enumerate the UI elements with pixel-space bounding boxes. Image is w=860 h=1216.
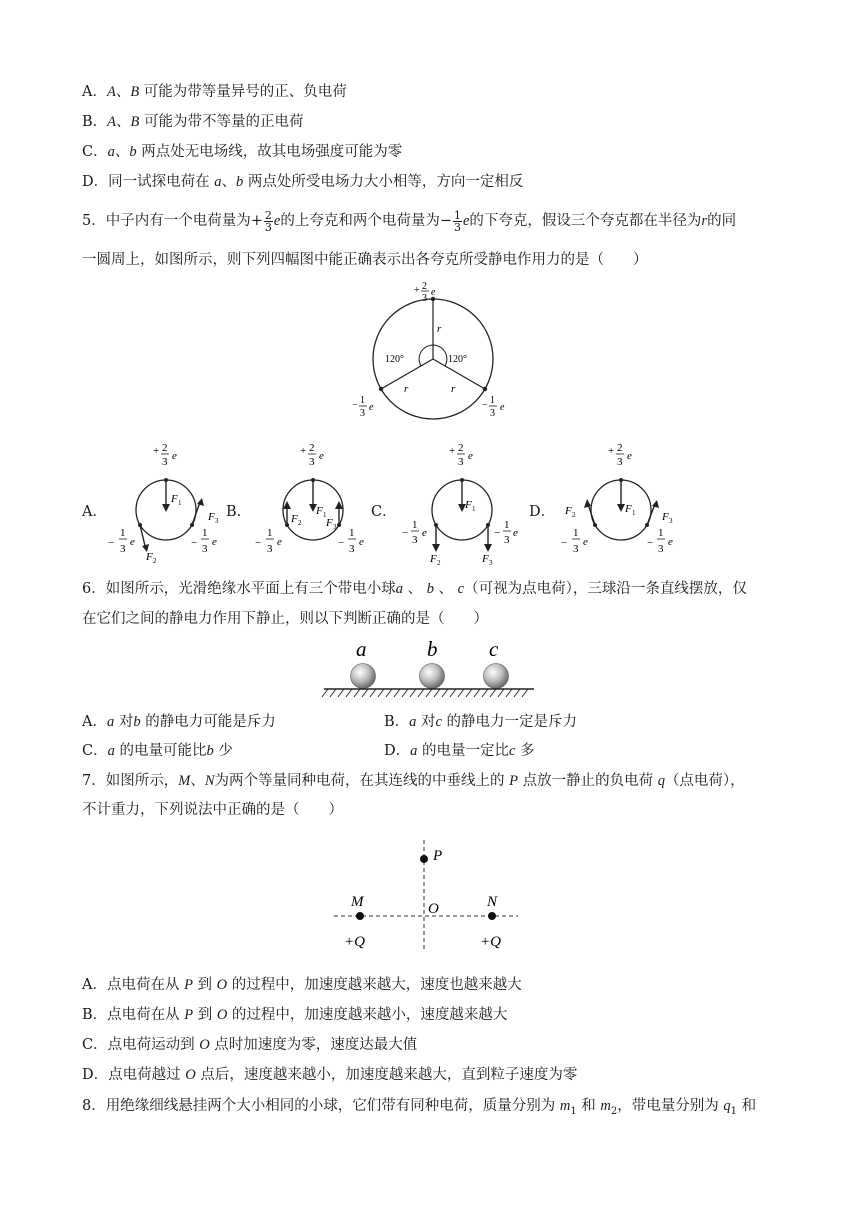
sep: 、 bbox=[115, 84, 131, 100]
option-letter: B． bbox=[384, 714, 410, 730]
option-letter: C． bbox=[82, 144, 108, 160]
stem-text: 的同 bbox=[707, 213, 737, 229]
charge-label-m: +Q bbox=[344, 934, 365, 950]
top-charge-num: 2 bbox=[617, 442, 623, 454]
right-charge-e: e bbox=[513, 527, 518, 539]
top-charge-sign: + bbox=[608, 445, 615, 457]
q4-option-c bbox=[82, 142, 402, 162]
option-text: 的过程中，加速度越来越大，速度也越来越大 bbox=[227, 977, 522, 993]
option-letter: D． bbox=[384, 743, 411, 759]
option-letter: B． bbox=[82, 114, 108, 130]
radius-label: r bbox=[451, 383, 456, 395]
var-a: a bbox=[107, 144, 115, 160]
right-charge-num: 1 bbox=[490, 395, 495, 406]
option-text: 的静电力一定是斥力 bbox=[441, 714, 578, 730]
right-charge-sign: − bbox=[191, 537, 198, 549]
ground-hatching bbox=[322, 689, 528, 697]
f1-label: F bbox=[465, 499, 472, 511]
ball-b bbox=[420, 664, 445, 689]
q8-stem-line1 bbox=[82, 1096, 756, 1122]
option-text: 多 bbox=[515, 743, 535, 759]
question-number: 5． bbox=[82, 213, 106, 229]
f1-label: F bbox=[625, 503, 632, 515]
var-n: N bbox=[204, 773, 215, 789]
top-charge-den: 3 bbox=[309, 456, 315, 468]
option-text: 点电荷在从 bbox=[106, 977, 185, 993]
ball-c bbox=[484, 664, 509, 689]
stem-text: （可视为点电荷），三球沿一条直线摆放，仅 bbox=[464, 581, 747, 597]
var-c: c bbox=[435, 714, 442, 730]
right-quark-dot bbox=[483, 387, 487, 391]
q7-option-a bbox=[82, 975, 522, 995]
f2-label: F bbox=[430, 553, 437, 565]
option-text: 两点处无电场线，故其电场强度可能为零 bbox=[136, 144, 403, 160]
right-charge-num: 1 bbox=[349, 527, 355, 539]
f1-sub: 1 bbox=[472, 505, 476, 513]
option-text: 到 bbox=[193, 1007, 217, 1023]
var-p: P bbox=[509, 773, 518, 789]
q5-option-c-figure bbox=[390, 440, 520, 568]
f2-sub: 2 bbox=[153, 557, 157, 565]
var-o: O bbox=[185, 1067, 196, 1083]
var-c: c bbox=[457, 581, 465, 597]
q5-option-b-figure bbox=[247, 440, 377, 568]
option-text: 少 bbox=[213, 743, 233, 759]
option-text: 可能为带不等量的正电荷 bbox=[139, 114, 304, 130]
var-a: a bbox=[395, 581, 403, 597]
var-a: A bbox=[106, 84, 116, 100]
right-charge-num: 1 bbox=[504, 519, 510, 531]
f3-sub: 3 bbox=[489, 559, 493, 567]
question-number: 6． bbox=[82, 581, 106, 597]
right-charge-e: e bbox=[500, 402, 505, 413]
subscript: 1 bbox=[730, 1105, 738, 1117]
f2-sub: 2 bbox=[572, 511, 576, 519]
ball-label-a: a bbox=[356, 637, 367, 661]
option-text: 可能为带等量异号的正、负电荷 bbox=[139, 84, 347, 100]
top-charge-sign: + bbox=[414, 285, 420, 296]
option-letter: A． bbox=[82, 714, 107, 730]
sep: 、 bbox=[190, 773, 205, 789]
q6-stem-line1 bbox=[82, 579, 747, 599]
option-letter: C． bbox=[82, 1037, 108, 1053]
option-text: 的电量可能比 bbox=[114, 743, 207, 759]
right-charge-den: 3 bbox=[504, 534, 510, 546]
left-charge-den: 3 bbox=[412, 534, 418, 546]
arrowhead bbox=[584, 499, 591, 508]
ball-label-b: b bbox=[427, 637, 438, 661]
q7-option-b bbox=[82, 1005, 507, 1025]
top-charge-e: e bbox=[431, 287, 436, 298]
top-charge-num: 2 bbox=[162, 442, 168, 454]
var-a: A bbox=[107, 114, 117, 130]
stem-text: ，带电量分别为 bbox=[617, 1098, 724, 1114]
left-charge-num: 1 bbox=[573, 527, 579, 539]
left-charge-sign: − bbox=[108, 537, 115, 549]
q5-option-a-label: A． bbox=[82, 504, 107, 520]
question-number: 7． bbox=[82, 773, 106, 789]
option-text: 点电荷越过 bbox=[108, 1067, 186, 1083]
q6-figure bbox=[320, 632, 540, 702]
top-charge-sign: + bbox=[449, 445, 456, 457]
var-a: a bbox=[409, 714, 417, 730]
label-n: N bbox=[487, 894, 498, 910]
numerator: 2 bbox=[264, 208, 272, 222]
right-charge-sign: − bbox=[494, 527, 501, 539]
f2-label: F bbox=[565, 505, 572, 517]
fraction bbox=[453, 210, 462, 233]
option-letter: D． bbox=[82, 174, 109, 190]
option-text: 到 bbox=[192, 977, 217, 993]
q5-option-c-label: C． bbox=[371, 504, 397, 520]
arrowhead bbox=[484, 544, 492, 552]
f1-label: F bbox=[316, 505, 323, 517]
stem-text: 如图所示， bbox=[105, 773, 179, 789]
right-charge-sign: − bbox=[647, 537, 654, 549]
angle-label: 120° bbox=[448, 354, 467, 365]
var-q: q bbox=[657, 773, 665, 789]
top-charge-e: e bbox=[468, 450, 473, 462]
subscript: 2 bbox=[610, 1105, 618, 1117]
left-charge-num: 1 bbox=[360, 395, 365, 406]
q6-option-b bbox=[384, 712, 577, 732]
q7-option-c bbox=[82, 1035, 417, 1055]
q6-option-c bbox=[82, 741, 233, 761]
left-charge-num: 1 bbox=[267, 527, 273, 539]
q5-stem-line2: 一圆周上，如图所示，则下列四幅图中能正确表示出各夸克所受静电作用力的是（ ） bbox=[82, 252, 648, 268]
left-charge-sign: − bbox=[561, 537, 568, 549]
f3-sub: 3 bbox=[215, 517, 219, 525]
option-text: 对 bbox=[416, 714, 436, 730]
left-charge-sign: − bbox=[255, 537, 262, 549]
numerator: 1 bbox=[453, 208, 461, 222]
var-r: r bbox=[701, 213, 708, 229]
f1-sub: 1 bbox=[178, 499, 182, 507]
top-charge-den: 3 bbox=[162, 456, 168, 468]
right-charge-sign: − bbox=[482, 400, 488, 411]
charge-m bbox=[356, 912, 364, 920]
f2-label: F bbox=[146, 551, 153, 563]
sep: 、 bbox=[114, 144, 130, 160]
left-charge-den: 3 bbox=[360, 408, 365, 419]
label-p: P bbox=[433, 848, 443, 864]
right-charge-e: e bbox=[212, 536, 217, 548]
q5-option-d-figure bbox=[555, 440, 695, 568]
stem-text: 的上夸克和两个电荷量为− bbox=[280, 213, 452, 229]
var-b: b bbox=[426, 581, 434, 597]
f2-sub: 2 bbox=[437, 559, 441, 567]
left-charge-num: 1 bbox=[412, 519, 418, 531]
left-charge-e: e bbox=[130, 536, 135, 548]
var-b: b bbox=[129, 144, 137, 160]
arrowhead bbox=[162, 504, 170, 512]
var-q: q bbox=[723, 1098, 731, 1114]
stem-text: 用绝缘细线悬挂两个大小相同的小球，它们带有同种电荷，质量分别为 bbox=[105, 1098, 560, 1114]
stem-text: （点电荷）， bbox=[664, 773, 745, 789]
fraction bbox=[264, 210, 273, 233]
var-o: O bbox=[199, 1037, 210, 1053]
stem-text: 的下夸克，假设三个夸克都在半径为 bbox=[469, 213, 702, 229]
radius-label: r bbox=[404, 383, 409, 395]
charge-label-n: +Q bbox=[480, 934, 501, 950]
var-b: b bbox=[133, 714, 141, 730]
var-b: B bbox=[130, 114, 140, 130]
var-m: m bbox=[600, 1098, 611, 1114]
stem-text: 点放一静止的负电荷 bbox=[517, 773, 658, 789]
arrowhead bbox=[652, 500, 659, 508]
f1-label: F bbox=[171, 493, 178, 505]
left-charge-e: e bbox=[277, 536, 282, 548]
q5-main-figure bbox=[340, 282, 530, 430]
top-charge-sign: + bbox=[153, 445, 160, 457]
left-quark-dot bbox=[379, 387, 383, 391]
top-charge-den: 3 bbox=[458, 456, 464, 468]
var-m: m bbox=[559, 1098, 571, 1114]
top-charge-den: 3 bbox=[422, 293, 427, 304]
f3-label: F bbox=[662, 511, 669, 523]
q4-option-d bbox=[82, 172, 523, 192]
var-o: O bbox=[216, 1007, 228, 1023]
var-c: c bbox=[509, 743, 516, 759]
charge-n bbox=[488, 912, 496, 920]
denominator: 3 bbox=[264, 220, 272, 234]
q5-stem-line1 bbox=[82, 208, 736, 234]
left-charge-den: 3 bbox=[573, 543, 579, 555]
q6-option-a bbox=[82, 712, 276, 732]
q6-stem-line2: 在它们之间的静电力作用下静止，则以下判断正确的是（ ） bbox=[82, 611, 488, 627]
stem-text: 中子内有一个电荷量为+ bbox=[105, 213, 263, 229]
sep: 、 bbox=[433, 581, 458, 597]
q7-stem-line2: 不计重力，下列说法中正确的是（ ） bbox=[82, 802, 343, 818]
option-text: 同一试探电荷在 bbox=[108, 174, 215, 190]
var-b: B bbox=[130, 84, 140, 100]
right-charge-den: 3 bbox=[658, 543, 664, 555]
q5-option-b-label: B． bbox=[226, 504, 252, 520]
var-e: e bbox=[273, 213, 281, 229]
left-charge-sign: − bbox=[352, 400, 358, 411]
stem-text: 和 bbox=[576, 1098, 601, 1114]
q7-stem-line1 bbox=[82, 771, 745, 791]
var-a: a bbox=[107, 743, 115, 759]
f3-sub: 3 bbox=[333, 523, 337, 531]
angle-label: 120° bbox=[385, 354, 404, 365]
point-p bbox=[420, 855, 428, 863]
var-p: P bbox=[184, 1007, 194, 1023]
var-m: M bbox=[178, 773, 191, 789]
label-m: M bbox=[351, 894, 364, 910]
option-letter: A． bbox=[82, 84, 107, 100]
var-b: b bbox=[236, 174, 244, 190]
left-charge-num: 1 bbox=[120, 527, 126, 539]
f3-sub: 3 bbox=[669, 517, 673, 525]
option-letter: B． bbox=[82, 1007, 108, 1023]
right-charge-den: 3 bbox=[202, 543, 208, 555]
left-charge-den: 3 bbox=[120, 543, 126, 555]
right-charge-num: 1 bbox=[202, 527, 208, 539]
stem-text: 为两个等量同种电荷，在其连线的中垂线上的 bbox=[214, 773, 510, 789]
var-a: a bbox=[106, 714, 115, 730]
q4-option-a bbox=[82, 82, 347, 102]
option-letter: D． bbox=[82, 1067, 109, 1083]
stem-text: 如图所示，光滑绝缘水平面上有三个带电小球 bbox=[105, 581, 396, 597]
right-charge-num: 1 bbox=[658, 527, 664, 539]
option-text: 的过程中，加速度越来越小，速度越来越大 bbox=[227, 1007, 508, 1023]
label-o: O bbox=[428, 901, 439, 917]
arrowhead bbox=[432, 544, 440, 552]
left-charge-e: e bbox=[422, 527, 427, 539]
denominator: 3 bbox=[453, 220, 461, 234]
var-o: O bbox=[216, 977, 228, 993]
f1-sub: 1 bbox=[323, 511, 327, 519]
sep: 、 bbox=[402, 581, 427, 597]
f1-sub: 1 bbox=[632, 509, 636, 517]
subscript: 1 bbox=[570, 1105, 577, 1117]
radius-label: r bbox=[437, 323, 442, 335]
q5-option-d-label: D． bbox=[529, 504, 556, 520]
option-text: 的静电力可能是斥力 bbox=[140, 714, 276, 730]
f3-label: F bbox=[482, 553, 489, 565]
option-text: 的电量一定比 bbox=[417, 743, 509, 759]
var-b: b bbox=[206, 743, 214, 759]
arrowhead bbox=[617, 504, 625, 512]
top-charge-num: 2 bbox=[458, 442, 464, 454]
top-charge-num: 2 bbox=[422, 282, 427, 292]
left-charge-sign: − bbox=[402, 527, 409, 539]
f3-label: F bbox=[208, 511, 215, 523]
stem-text: 和 bbox=[737, 1098, 757, 1114]
top-charge-e: e bbox=[627, 450, 632, 462]
right-charge-e: e bbox=[668, 536, 673, 548]
q4-option-b bbox=[82, 112, 303, 132]
q6-option-d bbox=[384, 741, 535, 761]
var-a: a bbox=[410, 743, 418, 759]
left-charge-den: 3 bbox=[267, 543, 273, 555]
option-text: 点电荷运动到 bbox=[107, 1037, 200, 1053]
option-text: 点后，速度越来越小，加速度越来越大，直到粒子速度为零 bbox=[195, 1067, 578, 1083]
q5-option-a-figure bbox=[100, 440, 230, 568]
right-charge-den: 3 bbox=[349, 543, 355, 555]
right-charge-sign: − bbox=[338, 537, 345, 549]
option-text: 点电荷在从 bbox=[107, 1007, 185, 1023]
top-charge-sign: + bbox=[300, 445, 307, 457]
var-e: e bbox=[462, 213, 470, 229]
sep: 、 bbox=[116, 114, 131, 130]
left-charge-e: e bbox=[369, 402, 374, 413]
q7-figure bbox=[330, 834, 530, 954]
option-letter: C． bbox=[82, 743, 108, 759]
f2-label: F bbox=[291, 513, 298, 525]
top-charge-den: 3 bbox=[617, 456, 623, 468]
top-charge-num: 2 bbox=[309, 442, 315, 454]
question-number: 8． bbox=[82, 1098, 106, 1114]
right-charge-e: e bbox=[359, 536, 364, 548]
arrowhead bbox=[197, 498, 204, 506]
top-charge-e: e bbox=[319, 450, 324, 462]
sep: 、 bbox=[221, 174, 236, 190]
option-text: 对 bbox=[114, 714, 134, 730]
option-text: 点时加速度为零，速度达最大值 bbox=[209, 1037, 418, 1053]
f3-label: F bbox=[326, 517, 333, 529]
ball-label-c: c bbox=[489, 637, 499, 661]
option-letter: A． bbox=[82, 977, 107, 993]
right-charge-den: 3 bbox=[490, 408, 495, 419]
q7-option-d bbox=[82, 1065, 577, 1085]
top-charge-e: e bbox=[172, 450, 177, 462]
f2-sub: 2 bbox=[298, 519, 302, 527]
option-text: 两点处所受电场力大小相等，方向一定相反 bbox=[243, 174, 524, 190]
var-p: P bbox=[184, 977, 193, 993]
left-charge-e: e bbox=[583, 536, 588, 548]
var-a: a bbox=[214, 174, 222, 190]
ball-a bbox=[351, 664, 376, 689]
